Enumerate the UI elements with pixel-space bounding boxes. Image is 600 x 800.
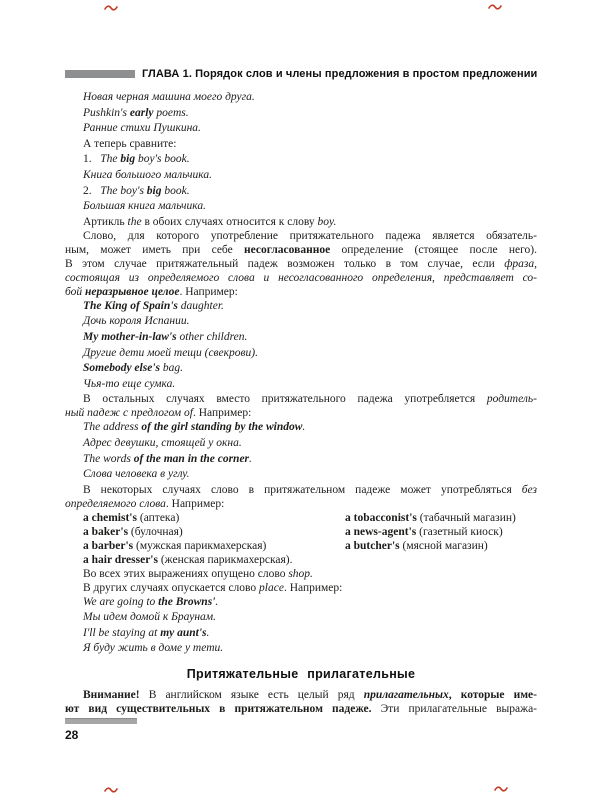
text-segment: The King of Spain's <box>83 299 178 312</box>
text-segment: a butcher's <box>345 539 400 552</box>
text-line <box>65 467 537 483</box>
text-line <box>65 330 537 346</box>
text-line <box>65 199 537 215</box>
text-segment: of the girl standing by the window <box>141 421 303 434</box>
text-segment: родитель- <box>486 393 537 406</box>
text-segment: ный падеж с предлогом of <box>65 407 193 420</box>
text-line <box>65 215 537 229</box>
text-segment: 2. <box>83 184 101 197</box>
text-segment: неразрывное целое <box>85 285 180 298</box>
text-segment: . Например: <box>179 285 238 298</box>
text-segment: a baker's <box>83 525 129 538</box>
text-segment: a news-agent's <box>345 525 417 538</box>
text-line <box>65 243 537 257</box>
text-segment: big <box>146 184 162 197</box>
text-segment: Эти прилагательные выража- <box>371 703 537 716</box>
text-segment: a tobacconist's <box>345 511 417 524</box>
text-line <box>65 497 537 511</box>
text-segment: My mother-in-law's <box>83 330 177 343</box>
page-number: 28 <box>65 728 79 742</box>
text-line <box>65 90 537 106</box>
text-line <box>65 152 537 168</box>
text-segment: boy. <box>317 215 337 228</box>
text-segment: Ранние стихи Пушкина. <box>83 122 201 135</box>
shop-list-cell <box>83 553 345 567</box>
text-segment: . <box>249 452 252 465</box>
text-segment: . Например: <box>192 407 252 420</box>
text-line <box>65 361 537 377</box>
shop-list-cell <box>345 525 537 539</box>
text-segment: В остальных случаях вместо притяжательного падежа употребляется <box>83 393 487 406</box>
shop-list-row <box>65 553 537 567</box>
text-segment: определение (стоящее после него). <box>330 243 537 256</box>
text-segment: book. <box>161 184 190 197</box>
page-footer <box>65 718 137 742</box>
text-line <box>65 121 537 137</box>
red-pen-mark-icon <box>494 785 508 793</box>
text-line <box>65 483 537 497</box>
text-segment: ют вид существительных в притяжательном падеже. <box>65 703 372 716</box>
text-segment: a barber's <box>83 539 134 552</box>
text-segment: my aunt's <box>160 626 207 639</box>
text-segment: The <box>100 153 121 166</box>
text-segment: Pushkin's <box>83 106 130 119</box>
shop-list-cell <box>83 511 345 525</box>
text-segment: Книга большого мальчика. <box>83 168 212 181</box>
shop-list-cell <box>83 525 345 539</box>
text-line <box>65 346 537 362</box>
text-segment: в обоих случаях относится к слову <box>141 215 318 228</box>
shop-list-cell <box>345 539 537 553</box>
text-segment: daughter. <box>177 299 224 312</box>
text-segment: Чья-то еще сумка. <box>83 377 176 390</box>
text-line <box>65 420 537 436</box>
text-segment: The words <box>83 452 134 465</box>
text-line <box>65 271 537 285</box>
text-segment: Адрес девушки, стоящей у окна. <box>83 436 242 449</box>
text-segment: (газетный киоск) <box>416 525 503 538</box>
text-segment: В некоторых случаях слово в притяжательном падеже может употребляться <box>83 483 522 496</box>
text-line <box>65 137 537 153</box>
text-line <box>65 641 537 657</box>
text-segment: , которые име- <box>448 689 537 702</box>
body-text <box>65 90 537 716</box>
chapter-header <box>65 68 537 80</box>
text-line <box>65 184 537 200</box>
text-segment: other children. <box>176 330 248 343</box>
text-segment: В английском языке есть целый ряд <box>139 689 364 702</box>
text-segment: Дочь короля Испании. <box>83 315 190 328</box>
red-pen-mark-icon <box>488 3 502 11</box>
text-segment: (мужская парикмахерская) <box>133 539 267 552</box>
text-line <box>65 406 537 420</box>
text-segment: ным, может иметь при себе <box>65 243 244 256</box>
text-line <box>65 377 537 393</box>
text-line <box>65 581 537 595</box>
text-line <box>65 688 537 702</box>
text-segment: poems. <box>153 106 189 119</box>
text-line <box>65 610 537 626</box>
text-segment: А теперь сравните: <box>83 137 177 150</box>
text-segment: (булочная) <box>128 525 183 538</box>
text-segment: place <box>259 581 284 594</box>
text-line <box>65 257 537 271</box>
text-segment: без <box>521 483 537 496</box>
text-segment: boy's book. <box>135 153 190 166</box>
text-segment: Somebody else's <box>83 362 160 375</box>
text-segment: В других случаях опускается слово <box>83 581 260 594</box>
text-line <box>65 314 537 330</box>
text-segment: (мясной магазин) <box>399 539 488 552</box>
text-line <box>65 595 537 611</box>
shop-list-cell <box>345 511 537 525</box>
text-segment: определяемого слова <box>65 497 166 510</box>
text-line <box>65 285 537 299</box>
text-segment: 1. <box>83 153 101 166</box>
text-segment: bag. <box>159 362 183 375</box>
red-pen-mark-icon <box>104 786 118 794</box>
text-segment: Новая черная машина моего друга. <box>83 91 255 103</box>
red-pen-mark-icon <box>104 4 118 12</box>
text-segment: прилагательных <box>363 689 449 702</box>
text-segment: a chemist's <box>83 511 137 524</box>
text-line <box>65 106 537 122</box>
text-segment: (аптека) <box>136 511 180 524</box>
text-segment: . <box>215 595 219 608</box>
text-segment: состоящая из определяемого слова и несогласованного определения, представляет со- <box>65 271 537 284</box>
footer-bar <box>65 718 137 724</box>
text-segment: early <box>129 106 154 119</box>
section-heading: Притяжательные прилагательные <box>186 667 416 682</box>
text-segment: The boy's <box>100 184 147 197</box>
text-line <box>65 392 537 406</box>
text-segment: Мы идем домой к Браунам. <box>83 611 216 624</box>
text-segment: Во всех этих выражениях опущено слово <box>83 567 289 580</box>
text-segment: . Например: <box>165 497 225 510</box>
text-segment: несогласованное <box>243 243 331 256</box>
text-segment: Внимание! <box>83 689 140 702</box>
text-segment: of the man in the corner <box>133 452 250 465</box>
text-segment: бой <box>65 285 86 298</box>
text-segment: Я буду жить в доме у тети. <box>83 642 224 655</box>
text-segment: The address <box>83 421 142 434</box>
text-segment: . Например: <box>283 581 343 594</box>
text-segment: the Browns' <box>158 595 216 608</box>
text-line <box>65 436 537 452</box>
shop-list-row <box>65 539 537 553</box>
text-segment: (табачный магазин) <box>416 511 516 524</box>
text-line <box>65 452 537 468</box>
text-segment: (женская парикмахерская). <box>157 553 293 566</box>
text-segment: фраза, <box>504 257 537 270</box>
text-segment: В этом случае притяжательный падеж возможен только в том случае, если <box>65 257 505 270</box>
shop-list-row <box>65 525 537 539</box>
shop-list-row <box>65 511 537 525</box>
chapter-title: ГЛАВА 1. Порядок слов и члены предложения в простом предложении <box>142 68 538 80</box>
shop-list-cell <box>83 539 345 553</box>
text-line <box>65 702 537 716</box>
text-segment: shop. <box>288 567 313 580</box>
text-segment: Большая книга мальчика. <box>83 200 206 213</box>
text-segment: . <box>302 421 306 434</box>
text-segment: . <box>206 626 210 639</box>
text-segment: big <box>120 153 136 166</box>
text-segment: Другие дети моей тещи (свекрови). <box>83 346 258 359</box>
chapter-header-bar <box>65 70 135 78</box>
text-line <box>65 567 537 581</box>
text-line <box>65 229 537 243</box>
text-line <box>65 626 537 642</box>
text-segment: We are going to <box>83 595 159 608</box>
text-segment: Слово, для которого употребление притяжательного падежа является обязатель- <box>83 229 537 242</box>
page-content <box>65 68 537 716</box>
text-segment: I'll be staying at <box>83 626 161 639</box>
text-segment: the <box>127 215 142 228</box>
text-segment: Артикль <box>83 215 128 228</box>
text-segment: a hair dresser's <box>83 553 158 566</box>
text-segment: Слова человека в углу. <box>83 468 190 481</box>
shop-list-cell <box>345 553 537 567</box>
text-line <box>65 168 537 184</box>
text-line <box>65 299 537 315</box>
